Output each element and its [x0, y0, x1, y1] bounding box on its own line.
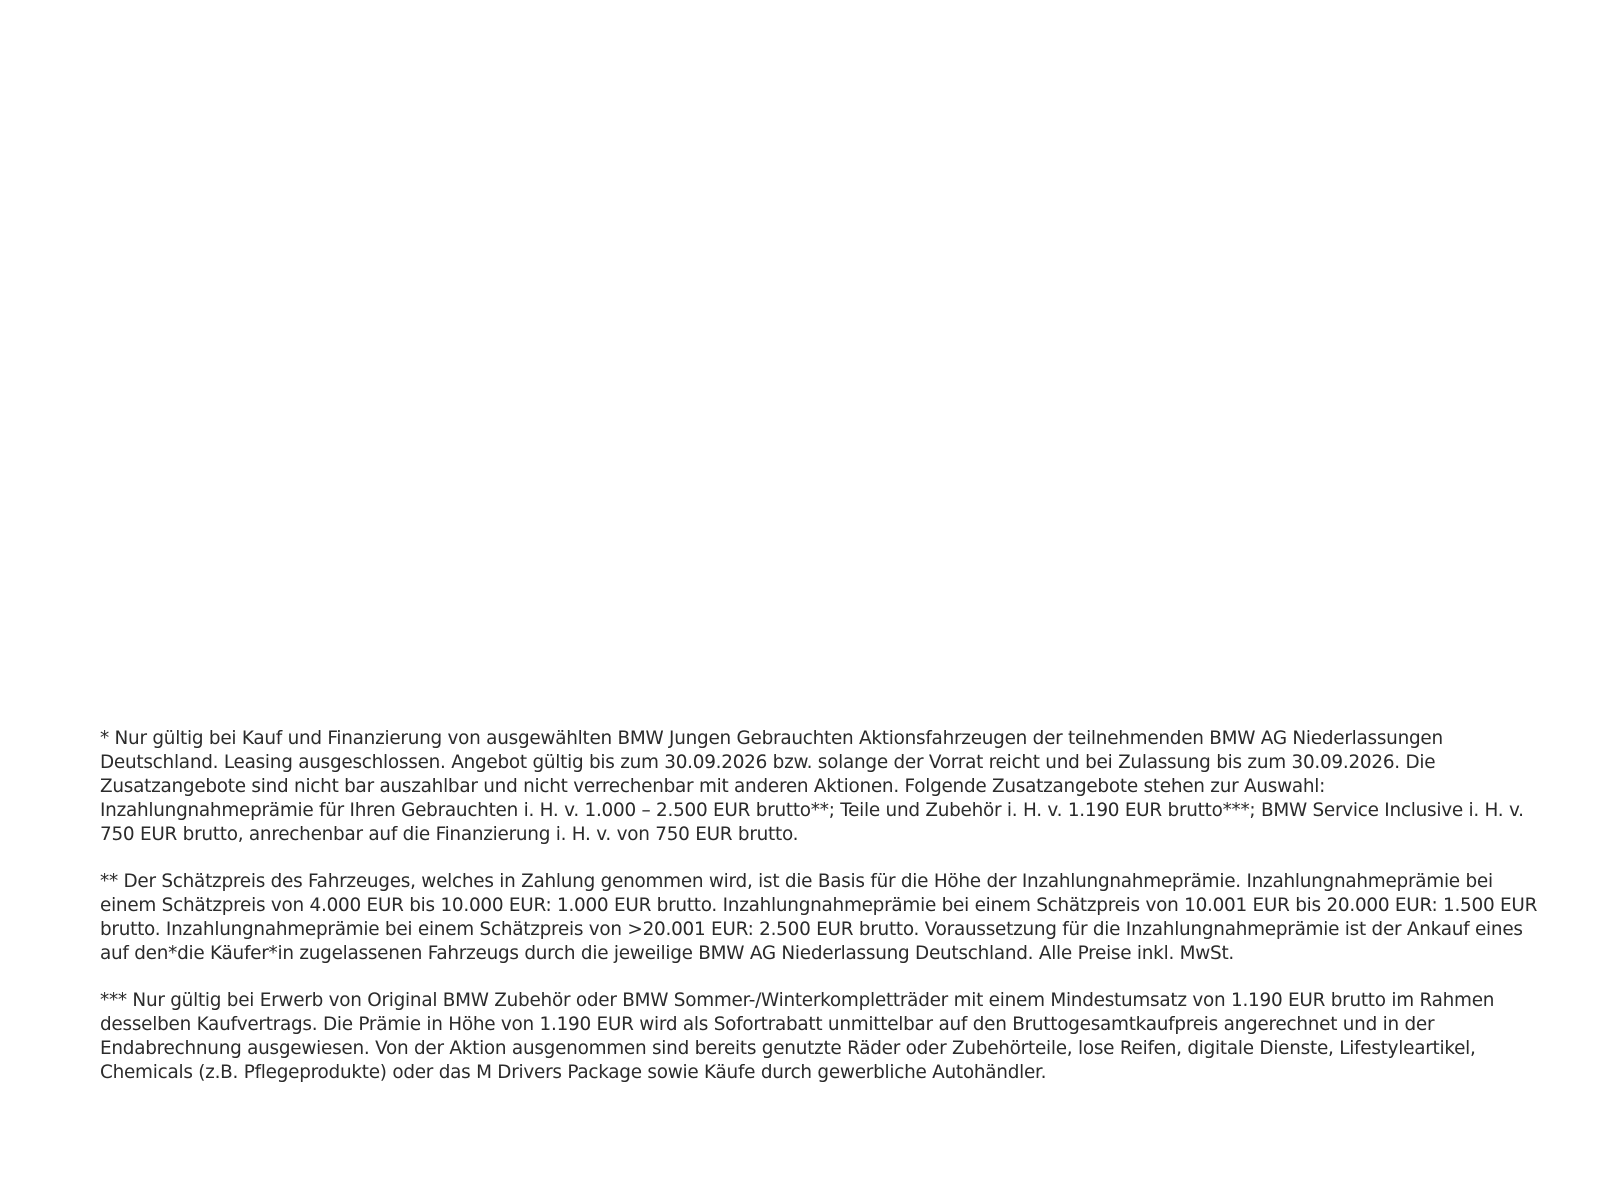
footnote-double-asterisk: ** Der Schätzpreis des Fahrzeuges, welches in Zahlung genommen wird, ist die Basis für die Höhe der Inzahlungnahmeprämie. Inzahlungnahmeprämie bei einem Schätzpreis von 4.000 EUR bis 10.000 EUR: 1.000 EUR brutto. Inzahlungnahmeprämie bei einem Schätzpreis von 10.001 EUR bis 20.000 EUR: 1.500 EUR brutto. Inzahlungnahmeprämie bei einem Schätzpreis von >20.001 EUR: 2.500 EUR brutto. Voraussetzung für die Inzahlungnahmeprämie ist der Ankauf eines auf den*die Käufer*in zugelassenen Fahrzeugs durch die jeweilige BMW AG Niederlassung Deutschland. Alle Preise inkl. MwSt. [100, 871, 1538, 964]
footnotes-section [100, 727, 1540, 1085]
footnote-single-asterisk: * Nur gültig bei Kauf und Finanzierung von ausgewählten BMW Jungen Gebrauchten Aktionsfahrzeugen der teilnehmenden BMW AG Niederlassungen Deutschland. Leasing ausgeschlossen. Angebot gültig bis zum 30.09.2026 bzw. solange der Vorrat reicht und bei Zulassung bis zum 30.09.2026. Die Zusatzangebote sind nicht bar auszahlbar und nicht verrechenbar mit anderen Aktionen. Folgende Zusatzangebote stehen zur Auswahl: Inzahlungnahmeprämie für Ihren Gebrauchten i. H. v. 1.000 – 2.500 EUR brutto**; Teile und Zubehör i. H. v. 1.190 EUR brutto***; BMW Service Inclusive i. H. v. 750 EUR brutto, anrechenbar auf die Finanzierung i. H. v. von 750 EUR brutto. [100, 728, 1524, 845]
footnote-triple-asterisk: *** Nur gültig bei Erwerb von Original BMW Zubehör oder BMW Sommer-/Winterkompletträder mit einem Mindestumsatz von 1.190 EUR brutto im Rahmen desselben Kaufvertrags. Die Prämie in Höhe von 1.190 EUR wird als Sofortrabatt unmittelbar auf den Bruttogesamtkaufpreis angerechnet und in der Endabrechnung ausgewiesen. Von der Aktion ausgenommen sind bereits genutzte Räder oder Zubehörteile, lose Reifen, digitale Dienste, Lifestyleartikel, Chemicals (z.B. Pflegeprodukte) oder das M Drivers Package sowie Käufe durch gewerbliche Autohändler. [100, 990, 1495, 1083]
